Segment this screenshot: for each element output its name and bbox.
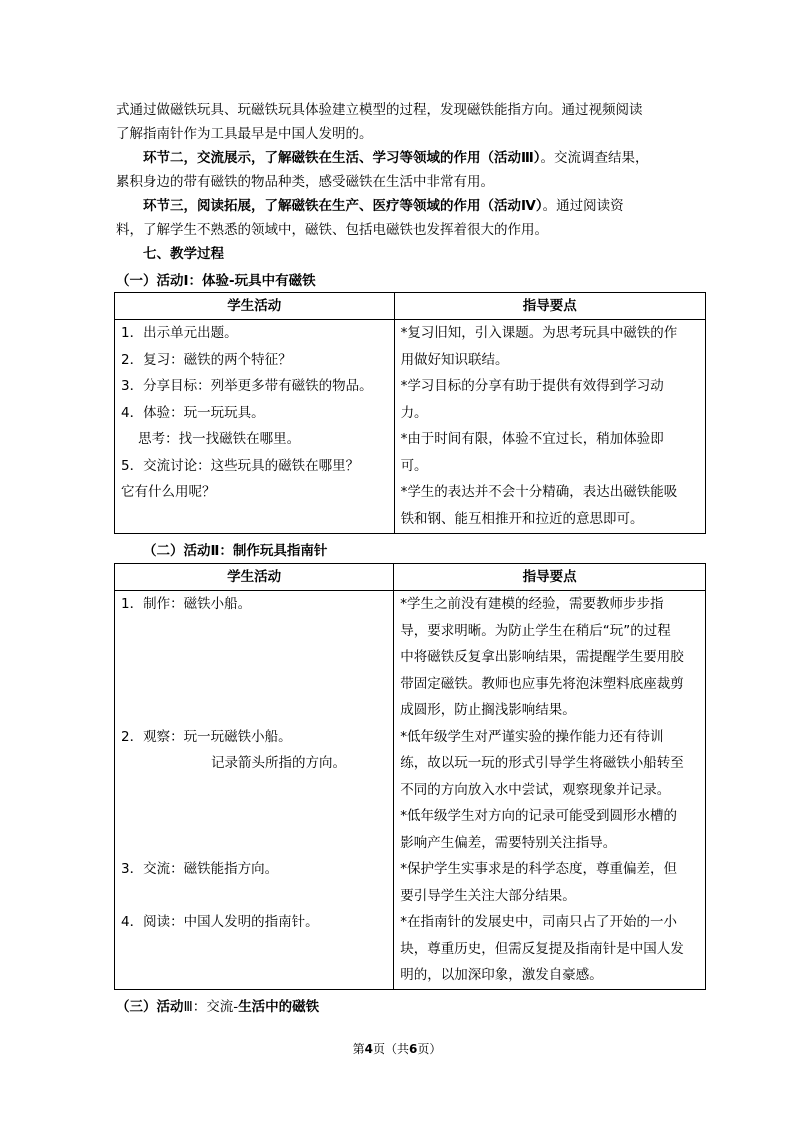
- guide-line: *低年级学生对方向的记录可能受到圆形水槽的: [400, 808, 678, 824]
- table-row: [115, 320, 706, 534]
- footer-text: 页（共: [372, 1042, 409, 1056]
- student-step: 3．交流：磁铁能指方向。: [121, 861, 279, 877]
- guide-line: 块，尊重历史，但需反复提及指南针是中国人发: [400, 940, 684, 957]
- student-step: 它有什么用呢？: [121, 484, 216, 500]
- student-step: 思考：找一找磁铁在哪里。: [121, 431, 301, 447]
- footer-text: 第: [352, 1042, 365, 1056]
- intro-line: 累积身边的带有磁铁的物品种类，感受磁铁在生活中非常有用。: [116, 174, 494, 190]
- guide-points-cell: [394, 591, 706, 990]
- column-header-guide: 指导要点: [394, 293, 705, 320]
- intro-line: 式通过做磁铁玩具、玩磁铁玩具体验建立模型的过程，发现磁铁能指方向。通过视频阅读: [116, 102, 643, 118]
- guide-line: 铁和钢、能互相推开和拉近的意思即可。: [400, 510, 644, 527]
- guide-line: 影响产生偏差，需要特别关注指导。: [400, 834, 617, 851]
- student-step: 1．制作：磁铁小船。: [121, 596, 252, 612]
- column-header-guide: 指导要点: [394, 564, 706, 591]
- activity1-title: （一）活动Ⅰ：体验-玩具中有磁铁: [116, 273, 316, 289]
- guide-line: *学生之前没有建模的经验，需要教师步步指: [400, 596, 664, 612]
- column-header-student: 学生活动: [115, 564, 394, 591]
- guide-line: 要引导学生关注大部分结果。: [400, 887, 576, 904]
- activity3-title-suffix: 生活中的磁铁: [238, 999, 320, 1015]
- phase-two-text: 。交流调查结果，: [540, 150, 649, 166]
- guide-line: *学生的表达并不会十分精确，表达出磁铁能吸: [400, 484, 678, 500]
- activity3-title-prefix: （三）活动: [116, 999, 184, 1015]
- page-total: 6: [409, 1042, 418, 1056]
- student-step: 1．出示单元出题。: [121, 325, 238, 341]
- page-footer: [0, 1040, 794, 1057]
- guide-line: *保护学生实事求是的科学态度，尊重偏差，但: [400, 861, 678, 877]
- activity3-title-middle: Ⅲ：交流-: [183, 999, 239, 1015]
- table-row: [115, 591, 706, 990]
- guide-line: 导，要求明晰。为防止学生在稍后“玩”的过程: [400, 622, 671, 639]
- table-header-row: [115, 564, 706, 591]
- student-step: 2．观察：玩一玩磁铁小船。: [121, 728, 292, 745]
- activity3-title: [116, 997, 319, 1017]
- intro-line: 了解指南针作为工具最早是中国人发明的。: [116, 126, 373, 142]
- guide-line: *在指南针的发展史中，司南只占了开始的一小: [400, 914, 678, 930]
- phase-two-paragraph: [116, 146, 682, 170]
- guide-line: 不同的方向放入水中尝试，观察现象并记录。: [400, 781, 671, 798]
- section-title: 七、教学过程: [143, 246, 224, 262]
- phase-two-heading: 环节二，交流展示，了解磁铁在生活、学习等领域的作用（活动Ⅲ）: [143, 150, 541, 166]
- guide-line: 中将磁铁反复拿出影响结果，需提醒学生要用胶: [400, 649, 684, 665]
- guide-line: *复习旧知，引入课题。为思考玩具中磁铁的作: [400, 325, 678, 341]
- student-activity-cell: [115, 320, 395, 534]
- student-activity-cell: [115, 591, 394, 990]
- guide-line: 明的，以加深印象，激发自豪感。: [400, 967, 603, 983]
- intro-line: 料，了解学生不熟悉的领域中，磁铁、包括电磁铁也发挥着很大的作用。: [116, 222, 548, 238]
- activity2-title: （二）活动Ⅱ：制作玩具指南针: [143, 543, 328, 559]
- footer-text: 页）: [417, 1042, 442, 1056]
- student-step: 记录箭头所指的方向。: [211, 755, 346, 771]
- intro-text: [116, 98, 682, 242]
- guide-line: *学习目标的分享有助于提供有效得到学习动: [400, 378, 664, 394]
- student-step: 5．交流讨论：这些玩具的磁铁在哪里？: [121, 457, 360, 474]
- activity2-table: [114, 563, 706, 990]
- guide-line: 用做好知识联结。: [400, 351, 509, 368]
- student-step: 3．分享目标：列举更多带有磁铁的物品。: [121, 378, 373, 394]
- guide-line: 带固定磁铁。教师也应事先将泡沫塑料底座裁剪: [400, 675, 684, 692]
- page-number: 4: [364, 1042, 373, 1056]
- student-step: 4．阅读：中国人发明的指南针。: [121, 914, 319, 930]
- column-header-student: 学生活动: [115, 293, 395, 320]
- activity1-table: [114, 292, 706, 534]
- guide-line: *低年级学生对严谨实验的操作能力还有待训: [400, 728, 664, 745]
- phase-three-heading: 环节三，阅读拓展，了解磁铁在生产、医疗等领域的作用（活动Ⅳ）: [143, 198, 543, 214]
- student-step: 2．复习：磁铁的两个特征？: [121, 351, 292, 368]
- phase-three-text: 。通过阅读资: [542, 198, 624, 214]
- phase-three-paragraph: [116, 194, 682, 218]
- guide-line: 力。: [400, 404, 428, 421]
- guide-line: 成圆形，防止搁浅影响结果。: [400, 702, 576, 718]
- guide-line: *由于时间有限，体验不宜过长，稍加体验即: [400, 431, 664, 447]
- guide-line: 练，故以玩一玩的形式引导学生将磁铁小船转至: [400, 755, 684, 771]
- student-step: 4．体验：玩一玩玩具。: [121, 404, 265, 421]
- guide-points-cell: [394, 320, 705, 534]
- table-header-row: [115, 293, 706, 320]
- guide-line: 可。: [400, 457, 428, 474]
